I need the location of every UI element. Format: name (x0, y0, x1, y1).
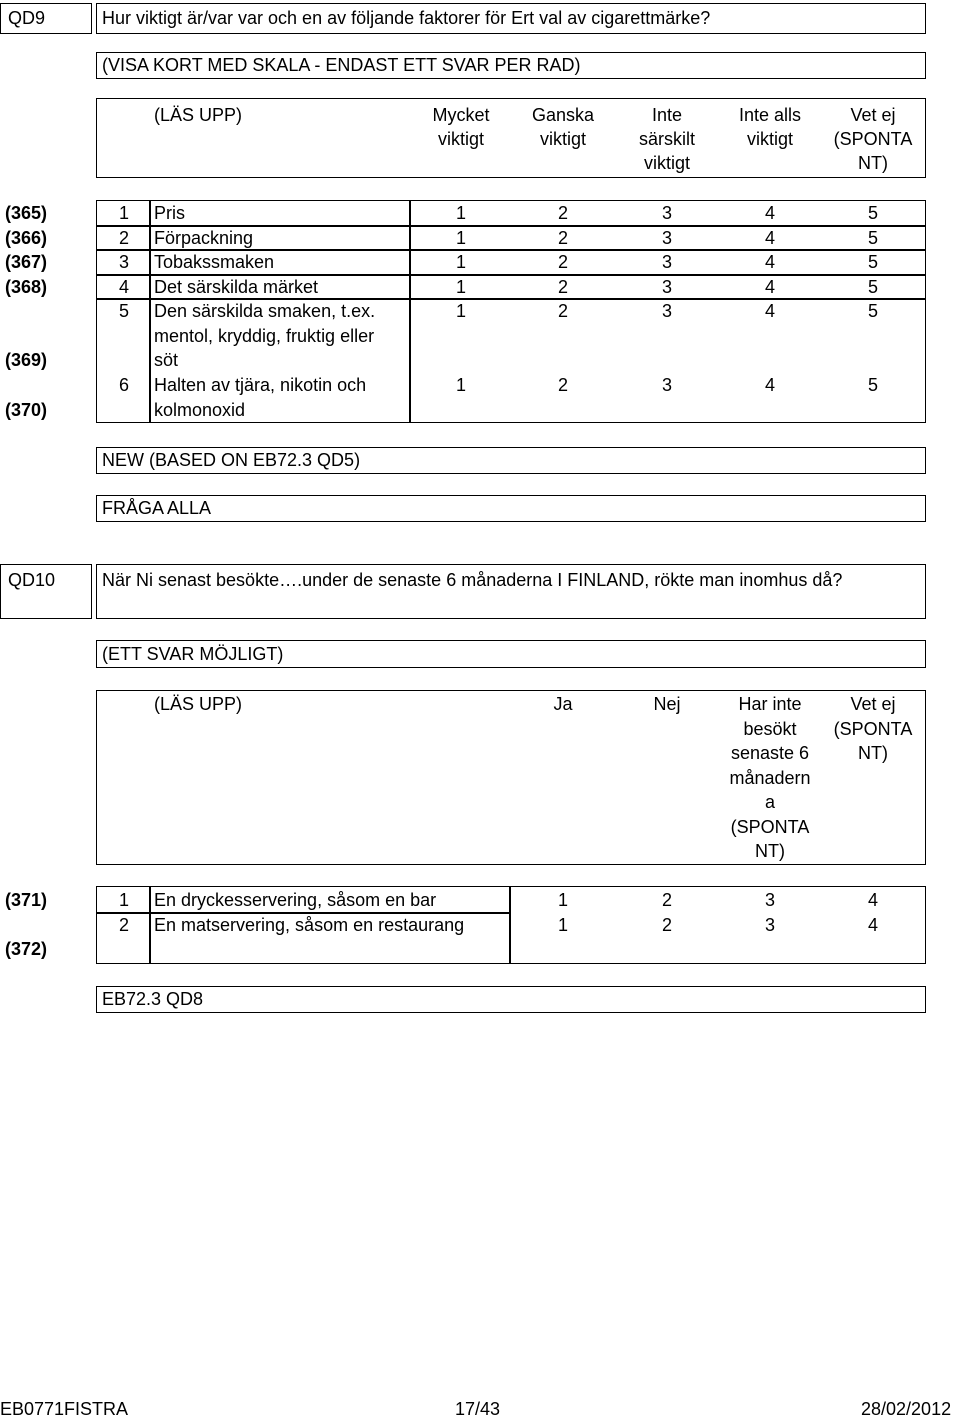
qd10-header-line: NT) (755, 841, 785, 861)
qd10-read-out: (LÄS UPP) (154, 694, 243, 714)
qd9-scale-option: 5 (867, 375, 878, 395)
qd9-scale-option: 2 (557, 252, 568, 272)
qd9-scale-option: 4 (764, 277, 775, 297)
qd9-row-label: Tobakssmaken (154, 252, 275, 272)
qd9-row-number: 4 (119, 277, 130, 297)
qd9-row-divider (96, 274, 409, 276)
qd9-note-ask: FRÅGA ALLA (102, 498, 212, 518)
qd9-row-code: (369) (5, 350, 48, 370)
qd9-row-divider (409, 298, 926, 300)
footer-doc-id: EB0771FISTRA (0, 1399, 129, 1419)
qd9-row-code: (367) (5, 252, 48, 272)
qd10-row-code: (372) (5, 939, 48, 959)
qd10-header-line: Nej (653, 694, 681, 714)
qd9-row-code: (370) (5, 400, 48, 420)
qd9-scale-option: 1 (455, 375, 466, 395)
qd10-row-label: En matservering, såsom en restaurang (154, 915, 465, 935)
qd10-scale-option: 2 (661, 890, 672, 910)
qd9-scale-option: 2 (557, 375, 568, 395)
qd9-scale-option: 4 (764, 375, 775, 395)
qd9-header-line: viktigt (539, 129, 586, 149)
qd9-row-number: 1 (119, 203, 130, 223)
qd10-header-line: månadern (729, 767, 811, 788)
qd10-id: QD10 (8, 570, 56, 590)
qd9-scale-option: 4 (764, 228, 775, 248)
qd9-scale-option: 1 (455, 301, 466, 321)
qd9-scale-divider (409, 200, 411, 423)
qd10-instruction: (ETT SVAR MÖJLIGT) (102, 644, 284, 664)
qd10-row-number: 2 (119, 915, 130, 935)
qd10-question: När Ni senast besökte….under de senaste 6 månaderna I FINLAND, rökte man inomhus då? (102, 570, 843, 590)
qd9-scale-option: 2 (557, 228, 568, 248)
qd10-row-label: En dryckesservering, såsom en bar (154, 890, 437, 910)
qd10-scale-option: 3 (764, 915, 775, 935)
qd9-scale-option: 3 (661, 203, 672, 223)
qd9-row-number: 5 (119, 301, 130, 321)
qd9-header-line: (SPONTA (833, 129, 913, 149)
qd9-scale-option: 1 (455, 252, 466, 272)
qd9-label-divider (149, 200, 151, 423)
qd9-row-label: Det särskilda märket (154, 277, 319, 297)
qd10-row-number: 1 (119, 890, 130, 910)
qd9-row-label: Förpackning (154, 228, 254, 248)
qd10-scale-option: 3 (764, 890, 775, 910)
qd10-header-line: a (764, 792, 775, 812)
footer-page: 17/43 (455, 1399, 501, 1419)
qd10-row-code: (371) (5, 890, 48, 910)
qd9-question: Hur viktigt är/var var och en av följande faktorer för Ert val av cigarettmärke? (102, 8, 711, 28)
qd9-row-label: söt (154, 350, 179, 370)
qd10-scale-option: 4 (867, 890, 878, 910)
qd10-scale-option: 1 (557, 915, 568, 935)
qd9-row-code: (365) (5, 203, 48, 223)
qd10-header-line: senaste 6 (730, 743, 810, 763)
qd10-header-line: NT) (858, 743, 888, 763)
qd9-scale-option: 4 (764, 301, 775, 321)
qd9-row-number: 3 (119, 252, 130, 272)
qd10-header-line: besökt (743, 718, 797, 739)
qd10-scale-divider (509, 886, 511, 964)
qd9-scale-option: 3 (661, 277, 672, 297)
qd9-scale-option: 3 (661, 252, 672, 272)
qd9-header-line: Vet ej (850, 105, 896, 125)
qd9-scale-option: 2 (557, 203, 568, 223)
qd9-scale-option: 1 (455, 277, 466, 297)
qd10-row-divider (96, 912, 510, 914)
qd9-scale-option: 2 (557, 301, 568, 321)
qd9-row-label: Halten av tjära, nikotin och (154, 375, 367, 395)
footer-date: 28/02/2012 (861, 1399, 952, 1419)
qd9-row-divider (409, 274, 926, 276)
qd10-note-box (96, 986, 926, 1013)
qd9-note-ask-box (96, 495, 926, 522)
qd10-header-line: (SPONTA (730, 816, 810, 837)
qd9-header-line: Mycket (432, 105, 490, 125)
qd9-row-divider (409, 225, 926, 227)
qd9-scale-option: 3 (661, 301, 672, 321)
qd9-header-line: viktigt (643, 153, 690, 173)
qd9-scale-option: 5 (867, 203, 878, 223)
qd10-note: EB72.3 QD8 (102, 989, 204, 1009)
qd10-scale-option: 2 (661, 915, 672, 935)
qd9-row-number: 2 (119, 228, 130, 248)
qd9-scale-option: 5 (867, 228, 878, 248)
qd9-scale-option: 5 (867, 301, 878, 321)
qd9-header-line: Inte (651, 105, 683, 125)
qd9-scale-option: 1 (455, 228, 466, 248)
qd9-header-line: viktigt (437, 129, 484, 149)
qd9-row-divider (96, 225, 409, 227)
qd9-scale-option: 3 (661, 228, 672, 248)
qd9-scale-option: 5 (867, 277, 878, 297)
qd10-header-line: (SPONTA (833, 718, 913, 739)
qd9-row-divider (96, 298, 409, 300)
qd9-header-line: Inte alls (738, 105, 802, 125)
qd10-scale-option: 4 (867, 915, 878, 935)
qd10-header-line: Vet ej (850, 694, 896, 714)
qd9-row-label: Pris (154, 203, 185, 223)
qd9-scale-option: 4 (764, 203, 775, 223)
qd9-row-code: (368) (5, 277, 48, 297)
qd9-row-label: kolmonoxid (154, 399, 246, 420)
qd9-scale-option: 4 (764, 252, 775, 272)
qd9-scale-option: 5 (867, 252, 878, 272)
qd9-header-line: Ganska (531, 105, 595, 125)
qd9-id: QD9 (8, 8, 46, 28)
qd9-note-new: NEW (BASED ON EB72.3 QD5) (102, 450, 361, 470)
qd9-instruction: (VISA KORT MED SKALA - ENDAST ETT SVAR PER RAD) (102, 55, 581, 75)
qd9-scale-option: 1 (455, 203, 466, 223)
qd9-row-label: Den särskilda smaken, t.ex. (154, 301, 376, 321)
qd9-row-number: 6 (119, 375, 130, 395)
qd9-header-line: NT) (858, 153, 888, 173)
qd9-row-divider (409, 249, 926, 251)
qd9-row-label: mentol, kryddig, fruktig eller (154, 325, 375, 346)
qd9-header-line: särskilt (638, 129, 695, 149)
qd10-header-line: Har inte (738, 694, 802, 714)
qd9-header-line: viktigt (746, 129, 793, 149)
qd9-scale-option: 2 (557, 277, 568, 297)
qd9-row-divider (96, 249, 409, 251)
qd9-scale-option: 3 (661, 375, 672, 395)
qd9-row-code: (366) (5, 228, 48, 248)
qd10-label-divider (149, 886, 151, 964)
qd10-scale-option: 1 (557, 890, 568, 910)
qd10-header-line: Ja (553, 694, 573, 714)
qd9-read-out: (LÄS UPP) (154, 105, 243, 125)
